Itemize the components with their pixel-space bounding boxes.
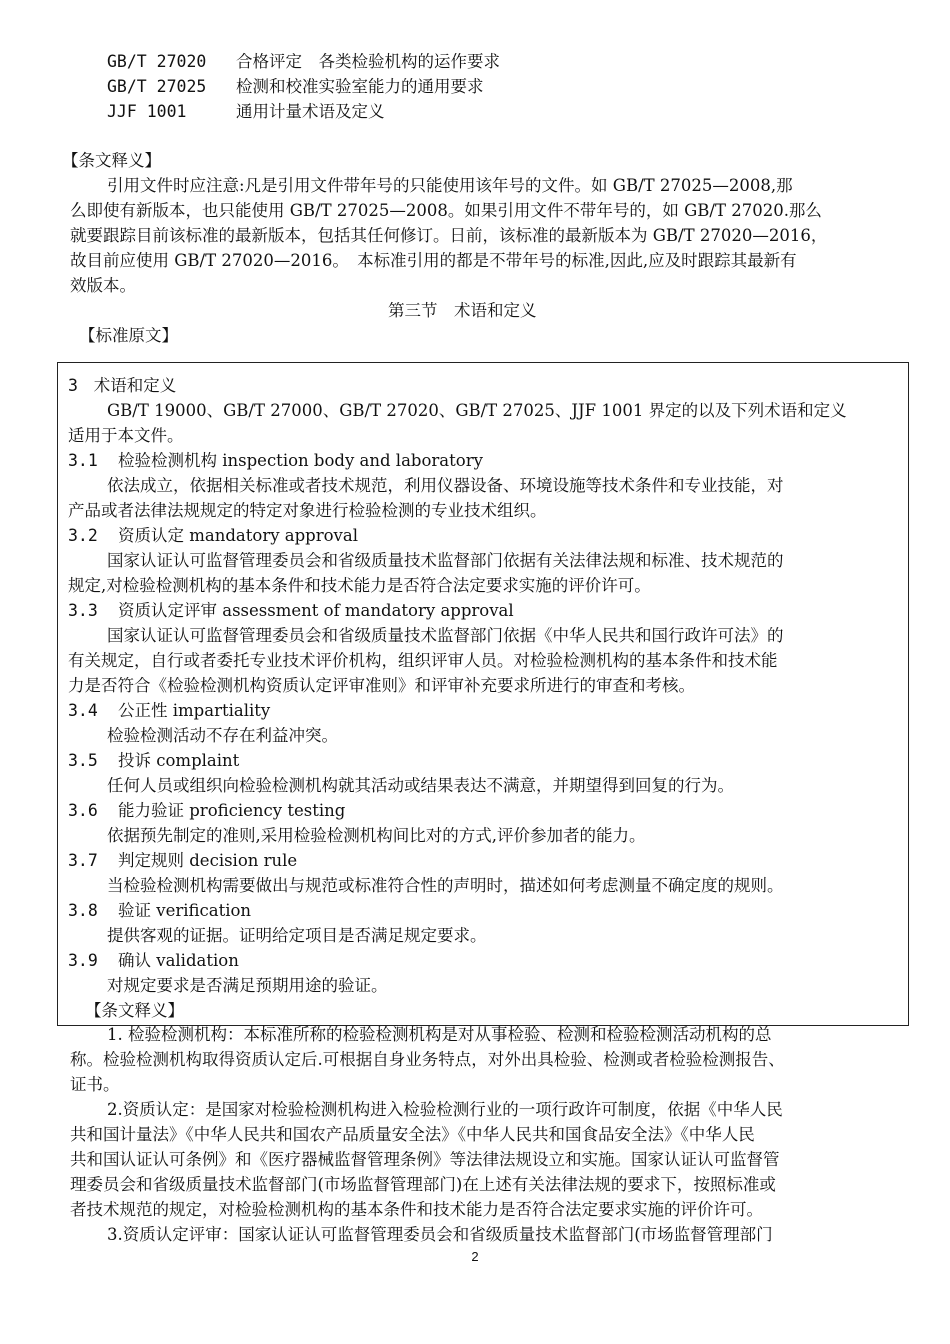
definition-term-3-4 <box>68 699 270 723</box>
paragraph-line: 1. 检验检测机构：本标准所称的检验检测机构是对从事检验、检测和检验检测活动机构的总 <box>107 1025 772 1044</box>
definition-term: 判定规则 decision rule <box>118 851 298 870</box>
clause-number: 3 <box>68 376 78 395</box>
paragraph-line: 共和国计量法》《中华人民共和国农产品质量安全法》《中华人民共和国食品安全法》《中华人民 <box>70 1125 755 1144</box>
reference-gbt27020 <box>107 50 500 74</box>
paragraph-line: 共和国认证认可条例》和《医疗器械监督管理条例》等法律法规设立和实施。国家认证认可监督管 <box>70 1150 780 1169</box>
definition-body-line: 任何人员或组织向检验检测机构就其活动或结果表达不满意，并期望得到回复的行为。 <box>107 776 734 795</box>
clause-intro-line: GB/T 19000、GB/T 27000、GB/T 27020、GB/T 27025、JJF 1001 界定的以及下列术语和定义 <box>107 401 847 420</box>
reference-code: JJF 1001 <box>107 102 187 121</box>
reference-gbt27025 <box>107 75 484 99</box>
definition-term-3-5 <box>68 749 239 773</box>
interpretation-heading: 【条文释义】 <box>85 1001 184 1020</box>
definition-number: 3.8 <box>68 901 98 920</box>
definition-term-3-7 <box>68 849 297 873</box>
definition-number: 3.9 <box>68 951 98 970</box>
paragraph-line: 就要跟踪目前该标准的最新版本，包括其任何修订。日前，该标准的最新版本为 GB/T 27020—2016， <box>70 226 828 245</box>
definition-body-line: 国家认证认可监督管理委员会和省级质量技术监督部门依据《中华人民共和国行政许可法》的 <box>107 626 784 645</box>
paragraph-line: 么即使有新版本，也只能使用 GB/T 27025—2008。如果引用文件不带年号的，如 GB/T 27020.那么 <box>70 201 822 220</box>
definition-term: 能力验证 proficiency testing <box>118 801 346 820</box>
definition-body-line: 依法成立，依据相关标准或者技术规范，利用仪器设备、环境设施等技术条件和专业技能，对 <box>107 476 784 495</box>
interpretation-heading: 【条文释义】 <box>62 151 161 170</box>
definition-term: 验证 verification <box>118 901 252 920</box>
definition-term: 投诉 complaint <box>118 751 240 770</box>
definition-number: 3.6 <box>68 801 98 820</box>
definition-number: 3.4 <box>68 701 98 720</box>
definition-body-line: 力是否符合《检验检测机构资质认定评审准则》和评审补充要求所进行的审查和考核。 <box>68 676 695 695</box>
definition-body-line: 国家认证认可监督管理委员会和省级质量技术监督部门依据有关法律法规和标准、技术规范的 <box>107 551 784 570</box>
definition-term-3-3 <box>68 599 514 623</box>
definition-body-line: 产品或者法律法规规定的特定对象进行检验检测的专业技术组织。 <box>68 501 547 520</box>
original-text-heading: 【标准原文】 <box>79 326 178 345</box>
definition-body-line: 提供客观的证据。证明给定项目是否满足规定要求。 <box>107 926 487 945</box>
clause-heading <box>68 374 176 398</box>
page-number: 2 <box>471 1249 479 1264</box>
definition-body-line: 有关规定，自行或者委托专业技术评价机构，组织评审人员。对检验检测机构的基本条件和技术能 <box>68 651 778 670</box>
definition-number: 3.5 <box>68 751 98 770</box>
paragraph-line: 理委员会和省级质量技术监督部门(市场监督管理部门)在上述有关法律法规的要求下，按照标准或 <box>70 1175 776 1194</box>
clause-title: 术语和定义 <box>93 376 177 395</box>
reference-title: 检测和校准实验室能力的通用要求 <box>236 77 484 96</box>
definition-term: 检验检测机构 inspection body and laboratory <box>118 451 483 470</box>
definition-term: 确认 validation <box>118 951 239 970</box>
definition-number: 3.7 <box>68 851 98 870</box>
reference-title: 合格评定 各类检验机构的运作要求 <box>236 52 500 71</box>
definition-term-3-1 <box>68 449 483 473</box>
definition-body-line: 依据预先制定的准则,采用检验检测机构间比对的方式,评价参加者的能力。 <box>107 826 646 845</box>
definition-term: 资质认定 mandatory approval <box>118 526 358 545</box>
paragraph-line: 证书。 <box>70 1075 120 1094</box>
paragraph-line: 引用文件时应注意:凡是引用文件带年号的只能使用该年号的文件。如 GB/T 27025—2008,那 <box>107 176 793 195</box>
paragraph-line: 效版本。 <box>70 276 136 295</box>
definition-body-line: 检验检测活动不存在利益冲突。 <box>107 726 338 745</box>
section-title: 第三节 术语和定义 <box>388 301 537 320</box>
definition-term: 公正性 impartiality <box>118 701 271 720</box>
clause-intro-line: 适用于本文件。 <box>68 426 184 445</box>
definition-body-line: 规定,对检验检测机构的基本条件和技术能力是否符合法定要求实施的评价许可。 <box>68 576 651 595</box>
definition-number: 3.3 <box>68 601 98 620</box>
reference-code: GB/T 27020 <box>107 52 207 71</box>
paragraph-line: 3.资质认定评审：国家认证认可监督管理委员会和省级质量技术监督部门(市场监督管理部门 <box>107 1225 773 1244</box>
definition-term-3-6 <box>68 799 345 823</box>
reference-jjf1001 <box>107 100 385 124</box>
paragraph-line: 称。检验检测机构取得资质认定后.可根据自身业务特点，对外出具检验、检测或者检验检测报告、 <box>70 1050 785 1069</box>
paragraph-line: 2.资质认定：是国家对检验检测机构进入检验检测行业的一项行政许可制度，依据《中华人民 <box>107 1100 783 1119</box>
definition-term-3-9 <box>68 949 239 973</box>
definition-number: 3.1 <box>68 451 98 470</box>
definition-body-line: 当检验检测机构需要做出与规范或标准符合性的声明时，描述如何考虑测量不确定度的规则。 <box>107 876 784 895</box>
definition-term: 资质认定评审 assessment of mandatory approval <box>118 601 514 620</box>
definition-term-3-2 <box>68 524 358 548</box>
reference-title: 通用计量术语及定义 <box>236 102 385 121</box>
reference-code: GB/T 27025 <box>107 77 207 96</box>
definition-number: 3.2 <box>68 526 98 545</box>
definition-term-3-8 <box>68 899 251 923</box>
paragraph-line: 故目前应使用 GB/T 27020—2016。 本标准引用的都是不带年号的标准,因此,应及时跟踪其最新有 <box>70 251 797 270</box>
definition-body-line: 对规定要求是否满足预期用途的验证。 <box>107 976 388 995</box>
paragraph-line: 者技术规范的规定，对检验检测机构的基本条件和技术能力是否符合法定要求实施的评价许可。 <box>70 1200 763 1219</box>
